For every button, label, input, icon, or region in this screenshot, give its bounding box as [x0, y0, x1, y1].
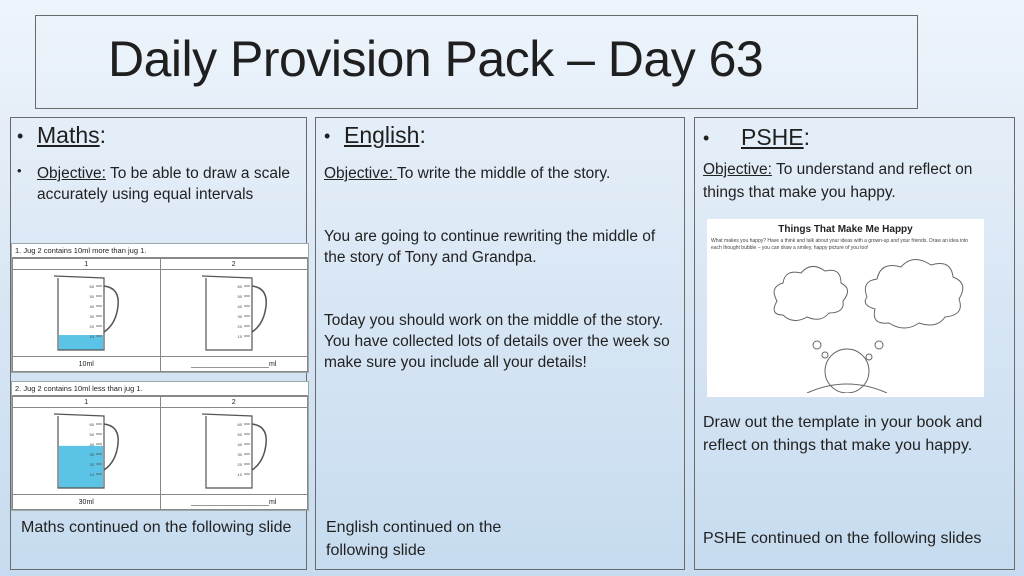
- scale-mark: 40: [89, 304, 95, 309]
- jug-table: [12, 396, 308, 510]
- jug-col-label: 2: [160, 259, 308, 270]
- jug-question: 1. Jug 2 contains 10ml more than jug 1.: [12, 244, 308, 258]
- jug-worksheet-2: [11, 381, 309, 511]
- measuring-jug-icon: [184, 270, 284, 354]
- scale-mark: 40: [237, 304, 242, 309]
- english-objective: Objective: To write the middle of the story.: [324, 165, 611, 182]
- worksheet-title: Things That Make Me Happy: [778, 224, 913, 235]
- scale-mark: 20: [89, 462, 95, 467]
- scale-mark: 30: [89, 314, 95, 319]
- measuring-jug-icon: [184, 408, 284, 492]
- maths-objective: Objective: To be able to draw a scale accurately using equal intervals: [37, 165, 291, 203]
- scale-mark: 10: [237, 472, 242, 477]
- measuring-jug-icon: [36, 270, 136, 354]
- scale-mark: 20: [237, 462, 242, 467]
- scale-mark: 60: [89, 422, 95, 427]
- pshe-continued: PSHE continued on the following slides: [703, 530, 982, 547]
- english-paragraph-1: You are going to continue rewriting the middle of the story of Tony and Grandpa.: [324, 228, 656, 266]
- scale-mark: 60: [237, 422, 242, 427]
- pshe-panel: [694, 117, 1015, 570]
- scale-mark: 10: [237, 334, 242, 339]
- scale-mark: 50: [237, 432, 242, 437]
- page-title: Daily Provision Pack – Day 63: [108, 31, 764, 87]
- jug-table: [12, 258, 308, 372]
- scale-mark: 40: [237, 442, 242, 447]
- scale-mark: 60: [237, 284, 242, 289]
- english-continued: English continued on the following slide: [326, 519, 502, 559]
- measuring-jug-icon: [36, 408, 136, 492]
- bullet-icon: •: [17, 126, 24, 146]
- jug-question: 2. Jug 2 contains 10ml less than jug 1.: [12, 382, 308, 396]
- jug-cell: [13, 408, 161, 495]
- pshe-heading: PSHE:: [741, 124, 811, 150]
- bullet-icon: •: [17, 163, 22, 178]
- scale-mark: 20: [237, 324, 242, 329]
- jug-col-label: 1: [13, 259, 161, 270]
- scale-mark: 10: [89, 334, 95, 339]
- jug-cell: [13, 270, 161, 357]
- maths-panel: [10, 117, 307, 570]
- maths-heading: Maths:: [37, 122, 107, 148]
- jug-answer-blank: ____________________ml: [160, 357, 308, 372]
- title-box: [35, 15, 918, 109]
- jug-cell: [160, 408, 308, 495]
- scale-mark: 10: [89, 472, 95, 477]
- pshe-instruction: Draw out the template in your book and reflect on things that make you happy.: [703, 414, 983, 454]
- jug-cell: [160, 270, 308, 357]
- scale-mark: 30: [237, 452, 242, 457]
- jug-value: 10ml: [13, 357, 161, 372]
- english-paragraph-2: Today you should work on the middle of the story. You have collected lots of details over the week so make sure you include all your details!: [324, 312, 670, 371]
- pshe-objective: Objective: To understand and reflect on things that make you happy.: [703, 161, 973, 201]
- scale-mark: 40: [89, 442, 95, 447]
- jug-col-label: 2: [160, 397, 308, 408]
- water-fill: [59, 335, 103, 350]
- english-panel: [315, 117, 685, 570]
- jug-worksheet-1: [11, 243, 309, 373]
- thought-bubbles-icon: [707, 253, 984, 393]
- scale-mark: 20: [89, 324, 95, 329]
- water-fill: [59, 446, 103, 488]
- jug-answer-blank: ____________________ml: [160, 495, 308, 510]
- scale-mark: 50: [237, 294, 242, 299]
- english-heading: English:: [344, 122, 426, 148]
- bullet-icon: •: [324, 126, 331, 146]
- scale-mark: 50: [89, 294, 95, 299]
- scale-mark: 50: [89, 432, 95, 437]
- happy-worksheet: [707, 219, 984, 397]
- scale-mark: 60: [89, 284, 95, 289]
- bullet-icon: •: [703, 128, 710, 148]
- scale-mark: 30: [237, 314, 242, 319]
- scale-mark: 30: [89, 452, 95, 457]
- jug-col-label: 1: [13, 397, 161, 408]
- worksheet-instructions: What makes you happy? Have a think and talk about your ideas with a grown-up and your friends. Draw an idea into each thought bubble – you can draw a smiley, happy picture of you too!: [711, 238, 969, 251]
- maths-continued: Maths continued on the following slide: [21, 519, 292, 536]
- jug-value: 30ml: [13, 495, 161, 510]
